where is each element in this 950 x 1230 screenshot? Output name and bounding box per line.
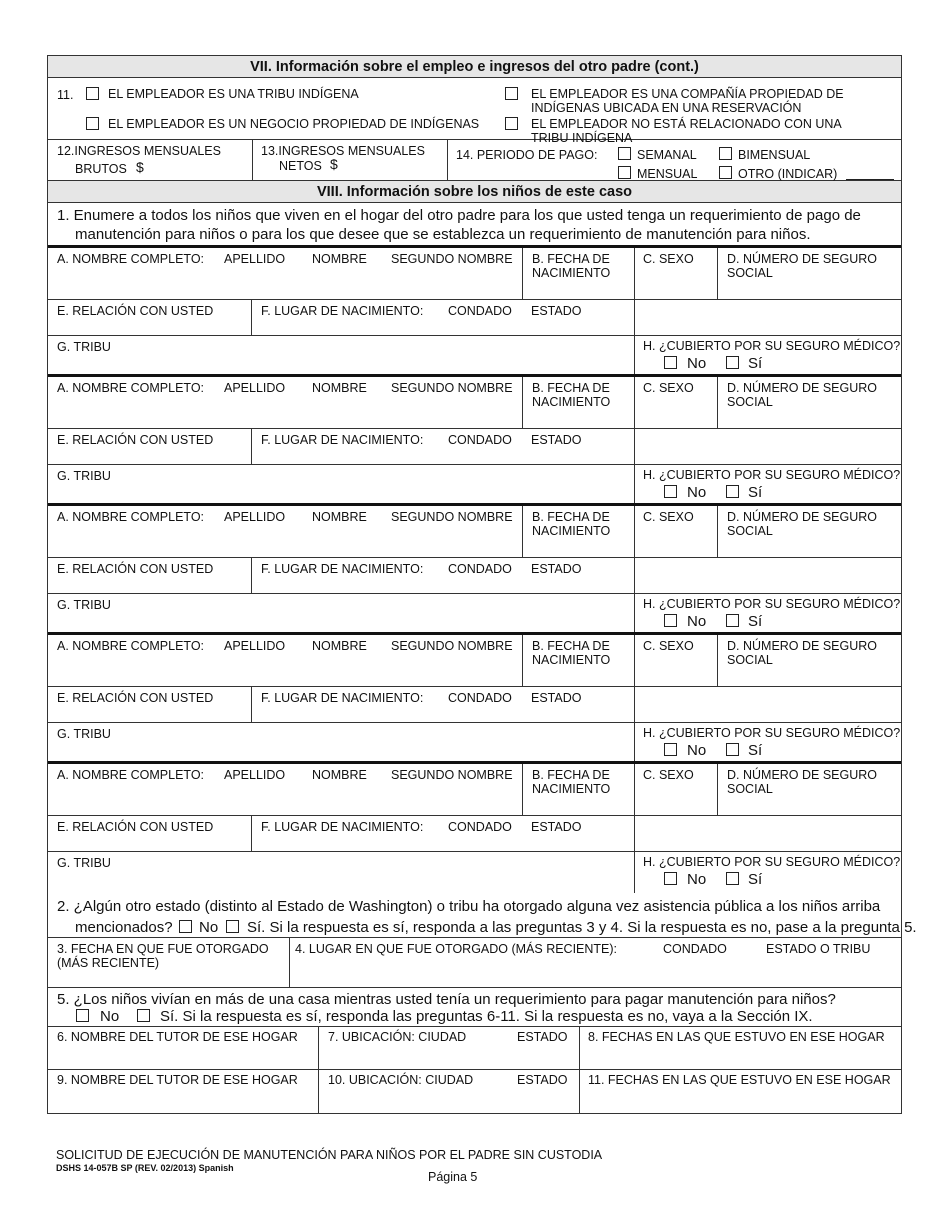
child-4-birthdate-field[interactable] <box>522 635 634 686</box>
q11-label: 11. FECHAS EN LAS QUE ESTUVO EN ESE HOGAR <box>588 1073 891 1087</box>
child-3-tribe-field[interactable] <box>48 594 634 632</box>
child-4-sex-field[interactable] <box>634 635 717 686</box>
child-4-estado: ESTADO <box>531 691 582 705</box>
q11-row <box>48 78 901 145</box>
checkbox-employer-native-business[interactable] <box>86 117 99 130</box>
child-2-relation-field[interactable] <box>48 429 251 464</box>
child-2-insurance-field <box>634 465 901 503</box>
child-3-segundo: SEGUNDO NOMBRE <box>391 510 513 524</box>
child-1-e-label: E. RELACIÓN CON USTED <box>57 304 214 318</box>
child-3-full-name-field[interactable] <box>48 506 522 557</box>
child-1-a-label: A. NOMBRE COMPLETO: <box>57 252 205 266</box>
child-5-birthdate-field[interactable] <box>522 764 634 815</box>
child-5-g-label: G. TRIBU <box>57 856 111 870</box>
child-3-c-label: C. SEXO <box>643 510 694 524</box>
child-1-full-name-field[interactable] <box>48 248 522 299</box>
child-2-ssn-field[interactable] <box>717 377 901 428</box>
location-field-2[interactable] <box>318 1070 579 1113</box>
child-1-checkbox-no[interactable] <box>664 356 677 369</box>
checkbox-employer-native-company[interactable] <box>505 87 518 100</box>
q4-condado: CONDADO <box>663 942 727 956</box>
child-4-h-label: H. ¿CUBIERTO POR SU SEGURO MÉDICO? <box>643 726 901 740</box>
q9-q11-row <box>48 1070 901 1113</box>
child-2-g-label: G. TRIBU <box>57 469 111 483</box>
q2-row <box>48 893 917 938</box>
child-5-birthplace-field[interactable] <box>251 816 634 851</box>
net-income-label: 13.INGRESOS MENSUALES <box>261 144 425 158</box>
child-3-d-label: D. NÚMERO DE SEGURO SOCIAL <box>727 510 878 538</box>
child-2-condado: CONDADO <box>448 433 512 447</box>
child-1-row-gh <box>48 336 901 377</box>
footer-title: SOLICITUD DE EJECUCIÓN DE MANUTENCIÓN PARA NIÑOS POR EL PADRE SIN CUSTODIA <box>56 1148 603 1162</box>
child-3-sex-field[interactable] <box>634 506 717 557</box>
gross-dollar-sign: $ <box>136 159 144 175</box>
child-4-checkbox-no[interactable] <box>664 743 677 756</box>
child-5-estado: ESTADO <box>531 820 582 834</box>
child-3-birthplace-field[interactable] <box>251 558 634 593</box>
q6-label: 6. NOMBRE DEL TUTOR DE ESE HOGAR <box>57 1030 298 1044</box>
child-2-b-label: B. FECHA DE NACIMIENTO <box>532 381 611 409</box>
child-5-blank-cell <box>634 816 901 851</box>
child-5-c-label: C. SEXO <box>643 768 694 782</box>
q8-label: 8. FECHAS EN LAS QUE ESTUVO EN ESE HOGAR <box>588 1030 885 1044</box>
child-2-checkbox-no[interactable] <box>664 485 677 498</box>
child-4-blank-cell <box>634 687 901 722</box>
label-q5-si: Sí. Si la respuesta es sí, responda las preguntas 6-11. Si la respuesta es no, vaya a la Sección IX. <box>160 1008 813 1025</box>
q3-q4-row <box>48 938 901 988</box>
child-1-label-no: No <box>687 355 707 372</box>
child-1-f-label: F. LUGAR DE NACIMIENTO: <box>261 304 424 318</box>
q6-q8-row <box>48 1027 901 1070</box>
child-5-insurance-field <box>634 852 901 893</box>
child-2-label-no: No <box>687 484 707 501</box>
income-row <box>48 140 901 181</box>
child-4-condado: CONDADO <box>448 691 512 705</box>
child-5-e-label: E. RELACIÓN CON USTED <box>57 820 214 834</box>
child-3-b-label: B. FECHA DE NACIMIENTO <box>532 510 611 538</box>
q10-label: 10. UBICACIÓN: CIUDAD <box>328 1073 474 1087</box>
child-4-insurance-field <box>634 723 901 761</box>
child-4-checkbox-si[interactable] <box>726 743 739 756</box>
q5-line1: 5. ¿Los niños vivían en más de una casa mientras usted tenía un requerimiento para pagar manutención para niños? <box>57 991 836 1008</box>
child-4-tribe-field[interactable] <box>48 723 634 761</box>
tutor-name-field-2[interactable] <box>48 1070 318 1113</box>
label-semanal: SEMANAL <box>637 148 697 162</box>
child-5-checkbox-si[interactable] <box>726 872 739 885</box>
label-employer-not-related: EL EMPLEADOR NO ESTÁ RELACIONADO CON UNA TRIBU INDÍGENA <box>531 117 842 145</box>
dates-field-2[interactable] <box>579 1070 901 1113</box>
child-3-checkbox-no[interactable] <box>664 614 677 627</box>
child-2-row-gh <box>48 465 901 506</box>
child-1-b-label: B. FECHA DE NACIMIENTO <box>532 252 611 280</box>
child-1-segundo: SEGUNDO NOMBRE <box>391 252 513 266</box>
child-1-blank-cell <box>634 300 901 335</box>
child-1-checkbox-si[interactable] <box>726 356 739 369</box>
footer-form-id: DSHS 14-057B SP (REV. 02/2013) Spanish <box>56 1163 234 1173</box>
child-support-form <box>47 55 917 1114</box>
child-5-d-label: D. NÚMERO DE SEGURO SOCIAL <box>727 768 878 796</box>
child-3-h-label: H. ¿CUBIERTO POR SU SEGURO MÉDICO? <box>643 597 901 611</box>
child-3-row-ef <box>48 558 901 594</box>
label-employer-native-company: EL EMPLEADOR ES UNA COMPAÑÍA PROPIEDAD DE INDÍGENAS UBICADA EN UNA RESERVACIÓN <box>531 87 844 115</box>
child-2-row-ef <box>48 429 901 465</box>
child-2-a-label: A. NOMBRE COMPLETO: <box>57 381 205 395</box>
q10-estado: ESTADO <box>517 1073 568 1087</box>
child-5-tribe-field[interactable] <box>48 852 634 893</box>
child-2-checkbox-si[interactable] <box>726 485 739 498</box>
child-4-c-label: C. SEXO <box>643 639 694 653</box>
label-q5-no: No <box>100 1008 120 1025</box>
child-4-relation-field[interactable] <box>48 687 251 722</box>
checkbox-employer-tribe[interactable] <box>86 87 99 100</box>
child-1-g-label: G. TRIBU <box>57 340 111 354</box>
child-2-e-label: E. RELACIÓN CON USTED <box>57 433 214 447</box>
child-1-estado: ESTADO <box>531 304 582 318</box>
q11-number: 11. <box>57 88 74 102</box>
q9-label: 9. NOMBRE DEL TUTOR DE ESE HOGAR <box>57 1073 298 1087</box>
child-2-d-label: D. NÚMERO DE SEGURO SOCIAL <box>727 381 878 409</box>
child-5-h-label: H. ¿CUBIERTO POR SU SEGURO MÉDICO? <box>643 855 901 869</box>
child-4-birthplace-field[interactable] <box>251 687 634 722</box>
label-employer-native-business: EL EMPLEADOR ES UN NEGOCIO PROPIEDAD DE INDÍGENAS <box>108 117 480 131</box>
child-1-relation-field[interactable] <box>48 300 251 335</box>
child-1-ssn-field[interactable] <box>717 248 901 299</box>
child-3-g-label: G. TRIBU <box>57 598 111 612</box>
checkbox-q2-si[interactable] <box>226 920 239 933</box>
child-5-condado: CONDADO <box>448 820 512 834</box>
child-5-b-label: B. FECHA DE NACIMIENTO <box>532 768 611 796</box>
child-4-row-abcd <box>48 635 901 687</box>
child-4-e-label: E. RELACIÓN CON USTED <box>57 691 214 705</box>
child-1-label-si: Sí <box>748 355 763 372</box>
checkbox-employer-not-related[interactable] <box>505 117 518 130</box>
child-5-sex-field[interactable] <box>634 764 717 815</box>
child-3-row-gh <box>48 594 901 635</box>
child-1-row-ef <box>48 300 901 336</box>
q2-mencionados: mencionados? <box>75 919 173 936</box>
pay-period-label: 14. PERIODO DE PAGO: <box>456 148 598 162</box>
child-4-apellido: APELLIDO <box>224 639 286 653</box>
child-1-h-label: H. ¿CUBIERTO POR SU SEGURO MÉDICO? <box>643 339 901 353</box>
child-5-relation-field[interactable] <box>48 816 251 851</box>
child-5-a-label: A. NOMBRE COMPLETO: <box>57 768 205 782</box>
child-2-nombre: NOMBRE <box>312 381 367 395</box>
child-5-apellido: APELLIDO <box>224 768 286 782</box>
child-3-checkbox-si[interactable] <box>726 614 739 627</box>
child-2-sex-field[interactable] <box>634 377 717 428</box>
section-vii-header: VII. Información sobre el empleo e ingresos del otro padre (cont.) <box>48 56 901 78</box>
net-dollar-sign: $ <box>330 156 338 172</box>
label-employer-tribe: EL EMPLEADOR ES UNA TRIBU INDÍGENA <box>108 87 359 101</box>
child-3-label-si: Sí <box>748 613 763 630</box>
q4-estado: ESTADO O TRIBU <box>766 942 871 956</box>
child-5-checkbox-no[interactable] <box>664 872 677 885</box>
child-3-e-label: E. RELACIÓN CON USTED <box>57 562 214 576</box>
child-3-apellido: APELLIDO <box>224 510 286 524</box>
label-bimensual: BIMENSUAL <box>738 148 811 162</box>
child-3-nombre: NOMBRE <box>312 510 367 524</box>
child-2-h-label: H. ¿CUBIERTO POR SU SEGURO MÉDICO? <box>643 468 901 482</box>
dates-field-1[interactable] <box>579 1027 901 1069</box>
net-income-field[interactable] <box>252 140 447 180</box>
q4-label: 4. LUGAR EN QUE FUE OTORGADO (MÁS RECIENTE): <box>295 942 618 956</box>
child-5-row-abcd <box>48 764 901 816</box>
child-5-label-no: No <box>687 871 707 888</box>
children-list <box>48 248 901 893</box>
child-3-f-label: F. LUGAR DE NACIMIENTO: <box>261 562 424 576</box>
child-5-f-label: F. LUGAR DE NACIMIENTO: <box>261 820 424 834</box>
child-1-tribe-field[interactable] <box>48 336 634 374</box>
checkbox-bimensual[interactable] <box>719 147 732 160</box>
child-1-nombre: NOMBRE <box>312 252 367 266</box>
q3-label: 3. FECHA EN QUE FUE OTORGADO (MÁS RECIENTE) <box>57 942 269 970</box>
child-3-condado: CONDADO <box>448 562 512 576</box>
child-4-row-ef <box>48 687 901 723</box>
child-2-estado: ESTADO <box>531 433 582 447</box>
child-2-birthdate-field[interactable] <box>522 377 634 428</box>
child-1-condado: CONDADO <box>448 304 512 318</box>
q2-line1: 2. ¿Algún otro estado (distinto al Estado de Washington) o tribu ha otorgado alguna vez asistencia pública a los niños arriba <box>57 898 881 915</box>
child-2-blank-cell <box>634 429 901 464</box>
assistance-place-field[interactable] <box>289 938 901 987</box>
child-5-row-ef <box>48 816 901 852</box>
label-mensual: MENSUAL <box>637 167 698 181</box>
otro-underline[interactable] <box>846 179 894 180</box>
label-q2-si: Sí. Si la respuesta es sí, responda a las preguntas 3 y 4. Si la respuesta es no, pase a la pregunta 5. <box>247 919 917 936</box>
child-4-label-no: No <box>687 742 707 759</box>
child-3-estado: ESTADO <box>531 562 582 576</box>
child-4-g-label: G. TRIBU <box>57 727 111 741</box>
gross-income-sub: BRUTOS <box>75 162 127 176</box>
child-2-label-si: Sí <box>748 484 763 501</box>
tutor-name-field-1[interactable] <box>48 1027 318 1069</box>
child-3-blank-cell <box>634 558 901 593</box>
child-2-f-label: F. LUGAR DE NACIMIENTO: <box>261 433 424 447</box>
checkbox-q5-no[interactable] <box>76 1009 89 1022</box>
checkbox-q2-no[interactable] <box>179 920 192 933</box>
child-2-full-name-field[interactable] <box>48 377 522 428</box>
child-2-tribe-field[interactable] <box>48 465 634 503</box>
child-1-c-label: C. SEXO <box>643 252 694 266</box>
child-2-apellido: APELLIDO <box>224 381 286 395</box>
child-3-ssn-field[interactable] <box>717 506 901 557</box>
child-3-row-abcd <box>48 506 901 558</box>
child-5-row-gh <box>48 852 901 893</box>
child-4-a-label: A. NOMBRE COMPLETO: <box>57 639 205 653</box>
child-1-sex-field[interactable] <box>634 248 717 299</box>
child-1-insurance-field <box>634 336 901 374</box>
child-4-full-name-field[interactable] <box>48 635 522 686</box>
child-3-a-label: A. NOMBRE COMPLETO: <box>57 510 205 524</box>
gross-income-label: 12.INGRESOS MENSUALES <box>57 144 221 158</box>
checkbox-mensual[interactable] <box>618 166 631 179</box>
child-4-row-gh <box>48 723 901 764</box>
label-otro: OTRO (INDICAR) <box>738 167 838 181</box>
child-4-nombre: NOMBRE <box>312 639 367 653</box>
child-3-insurance-field <box>634 594 901 632</box>
child-4-f-label: F. LUGAR DE NACIMIENTO: <box>261 691 424 705</box>
child-2-c-label: C. SEXO <box>643 381 694 395</box>
child-5-segundo: SEGUNDO NOMBRE <box>391 768 513 782</box>
q7-label: 7. UBICACIÓN: CIUDAD <box>328 1030 467 1044</box>
footer-page-number: Página 5 <box>428 1170 478 1184</box>
label-q2-no: No <box>199 919 219 936</box>
gross-income-field[interactable] <box>48 140 252 180</box>
child-5-nombre: NOMBRE <box>312 768 367 782</box>
q7-estado: ESTADO <box>517 1030 568 1044</box>
q1-row <box>48 203 901 248</box>
child-4-b-label: B. FECHA DE NACIMIENTO <box>532 639 611 667</box>
child-3-relation-field[interactable] <box>48 558 251 593</box>
child-4-d-label: D. NÚMERO DE SEGURO SOCIAL <box>727 639 878 667</box>
pay-period-field <box>447 140 901 180</box>
child-4-label-si: Sí <box>748 742 763 759</box>
checkbox-otro[interactable] <box>719 166 732 179</box>
child-1-apellido: APELLIDO <box>224 252 286 266</box>
child-3-label-no: No <box>687 613 707 630</box>
assistance-date-field[interactable] <box>48 938 289 987</box>
checkbox-q5-si[interactable] <box>137 1009 150 1022</box>
child-2-row-abcd <box>48 377 901 429</box>
child-5-ssn-field[interactable] <box>717 764 901 815</box>
child-4-ssn-field[interactable] <box>717 635 901 686</box>
child-3-birthdate-field[interactable] <box>522 506 634 557</box>
child-5-label-si: Sí <box>748 871 763 888</box>
child-1-birthdate-field[interactable] <box>522 248 634 299</box>
child-4-segundo: SEGUNDO NOMBRE <box>391 639 513 653</box>
checkbox-semanal[interactable] <box>618 147 631 160</box>
child-2-birthplace-field[interactable] <box>251 429 634 464</box>
section-viii-header: VIII. Información sobre los niños de este caso <box>48 181 901 203</box>
child-5-full-name-field[interactable] <box>48 764 522 815</box>
q5-row <box>48 988 901 1027</box>
child-1-row-abcd <box>48 248 901 300</box>
net-income-sub: NETOS <box>279 159 322 173</box>
child-1-d-label: D. NÚMERO DE SEGURO SOCIAL <box>727 252 878 280</box>
child-1-birthplace-field[interactable] <box>251 300 634 335</box>
q1-text: 1. Enumere a todos los niños que viven en el hogar del otro padre para los que usted tenga un requerimiento de pago de manutención para niños o para los que desee que se establezca un requerimiento de manutención para niños. <box>57 207 861 243</box>
child-2-segundo: SEGUNDO NOMBRE <box>391 381 513 395</box>
location-field-1[interactable] <box>318 1027 579 1069</box>
